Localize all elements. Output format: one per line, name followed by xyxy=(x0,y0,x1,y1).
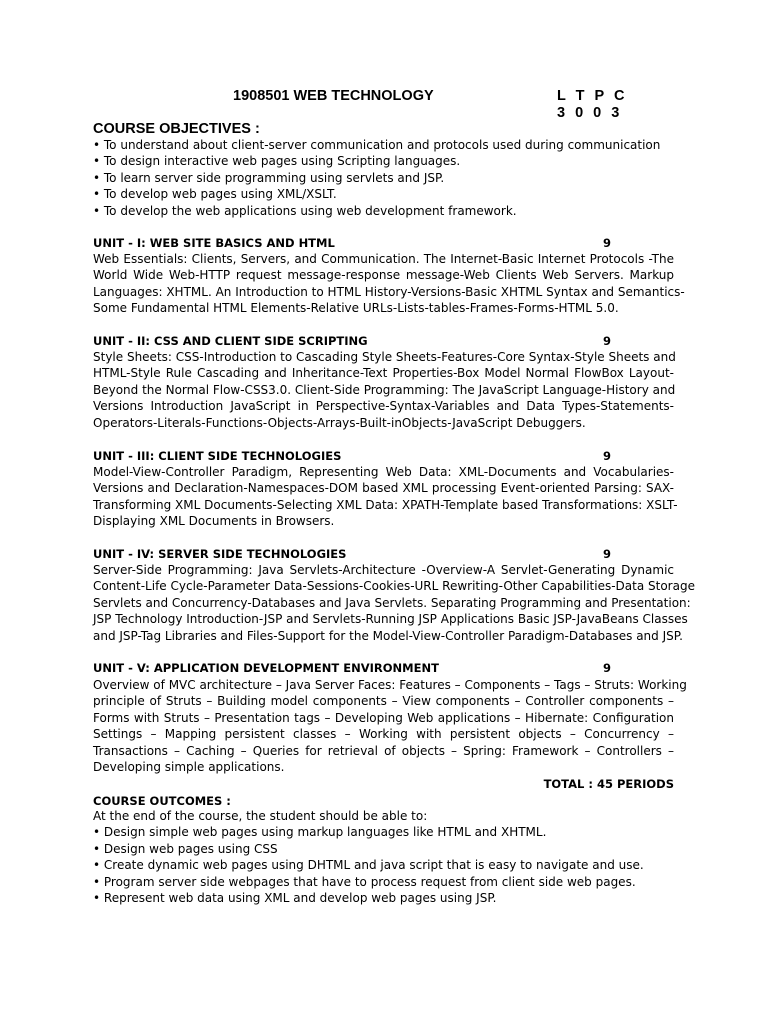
unit-2-content xyxy=(93,349,674,431)
unit-title: UNIT - I: WEB SITE BASICS AND HTML xyxy=(93,236,335,250)
outcome-item: • Design simple web pages using markup languages like HTML and XHTML. xyxy=(93,825,547,840)
unit-line: Developing simple applications. xyxy=(93,759,285,774)
outcome-item: • Design web pages using CSS xyxy=(93,841,278,856)
unit-4-heading xyxy=(93,547,613,563)
unit-line: Some Fundamental HTML Elements-Relative URLs-Lists-tables-Frames-Forms-HTML 5.0. xyxy=(93,301,619,316)
unit-line: Operators-Literals-Functions-Objects-Arrays-Built-inObjects-JavaScript Debuggers. xyxy=(93,415,586,430)
outcomes-intro: At the end of the course, the student should be able to: xyxy=(93,809,428,823)
unit-1-heading xyxy=(93,236,613,252)
objectives-list xyxy=(93,137,674,219)
unit-line: Displaying XML Documents in Browsers. xyxy=(93,514,335,529)
unit-line: and JSP-Tag Libraries and Files-Support for the Model-View-Controller Paradigm-Databases and JSP. xyxy=(93,628,683,643)
ltpc-labels: L T P C xyxy=(557,88,628,104)
ltpc-values: 3 0 0 3 xyxy=(557,105,623,121)
unit-line: Transactions – Caching – Queries for retrieval of objects – Spring: Framework – Controllers – xyxy=(93,743,674,758)
objective-item: • To develop web pages using XML/XSLT. xyxy=(93,187,337,202)
total-periods: TOTAL : 45 PERIODS xyxy=(543,777,674,791)
unit-line: Versions and Declaration-Namespaces-DOM based XML processing Event-oriented Parsing: SAX- xyxy=(93,481,674,496)
unit-title: UNIT - III: CLIENT SIDE TECHNOLOGIES xyxy=(93,449,342,463)
objectives-title: COURSE OBJECTIVES : xyxy=(93,121,260,137)
unit-line: Content-Life Cycle-Parameter Data-Sessions-Cookies-URL Rewriting-Other Capabilities-Data Storage xyxy=(93,579,695,594)
unit-2-heading xyxy=(93,334,613,350)
unit-line: Beyond the Normal Flow-CSS3.0. Client-Side Programming: The JavaScript Language-History and xyxy=(93,382,676,397)
unit-line: World Wide Web-HTTP request message-response message-Web Clients Web Servers. Markup xyxy=(93,268,674,283)
objective-item: • To learn server side programming using servlets and JSP. xyxy=(93,170,445,185)
outcome-item: • Program server side webpages that have to process request from client side web pages. xyxy=(93,874,636,889)
unit-title: UNIT - IV: SERVER SIDE TECHNOLOGIES xyxy=(93,547,347,561)
unit-line: HTML-Style Rule Cascading and Inheritance-Text Properties-Box Model Normal FlowBox Layout- xyxy=(93,366,674,381)
unit-line: Style Sheets: CSS-Introduction to Cascading Style Sheets-Features-Core Syntax-Style Sheets and xyxy=(93,350,676,364)
unit-3-content xyxy=(93,464,678,530)
unit-line: Web Essentials: Clients, Servers, and Communication. The Internet-Basic Internet Protocols -The xyxy=(93,252,674,266)
unit-line: principle of Struts – Building model components – View components – Controller components – xyxy=(93,694,674,709)
outcomes-list xyxy=(93,808,674,906)
unit-line: Transforming XML Documents-Selecting XML Data: XPATH-Template based Transformations: XSLT- xyxy=(93,497,678,512)
unit-title: UNIT - II: CSS AND CLIENT SIDE SCRIPTING xyxy=(93,334,368,348)
unit-line: Model-View-Controller Paradigm, Representing Web Data: XML-Documents and Vocabularies- xyxy=(93,465,674,479)
unit-line: Versions Introduction JavaScript in Perspective-Syntax-Variables and Data Types-Statements- xyxy=(93,399,674,414)
unit-hours: 9 xyxy=(603,334,612,348)
outcome-item: • Represent web data using XML and develop web pages using JSP. xyxy=(93,890,497,905)
unit-line: Overview of MVC architecture – Java Server Faces: Features – Components – Tags – Struts: Working xyxy=(93,678,687,692)
unit-5-content xyxy=(93,677,687,775)
unit-3-heading xyxy=(93,449,613,465)
unit-line: JSP Technology Introduction-JSP and Servlets-Running JSP Applications Basic JSP-JavaBeans Classes xyxy=(93,612,688,627)
unit-5-heading xyxy=(93,661,613,677)
objective-item: • To develop the web applications using web development framework. xyxy=(93,203,517,218)
unit-hours: 9 xyxy=(603,449,612,463)
unit-line: Servlets and Concurrency-Databases and Java Servlets. Separating Programming and Presentation: xyxy=(93,595,691,610)
course-code-title: 1908501 WEB TECHNOLOGY xyxy=(233,88,434,104)
outcome-item: • Create dynamic web pages using DHTML and java script that is easy to navigate and use. xyxy=(93,858,644,873)
unit-4-content xyxy=(93,562,695,644)
objective-item: • To design interactive web pages using Scripting languages. xyxy=(93,154,461,169)
unit-line: Languages: XHTML. An Introduction to HTML History-Versions-Basic XHTML Syntax and Semantics- xyxy=(93,284,685,299)
unit-1-content xyxy=(93,251,685,317)
objective-item: • To understand about client-server communication and protocols used during communication xyxy=(93,138,661,152)
unit-hours: 9 xyxy=(603,661,612,675)
unit-line: Server-Side Programming: Java Servlets-Architecture -Overview-A Servlet-Generating Dynamic xyxy=(93,563,674,577)
unit-title: UNIT - V: APPLICATION DEVELOPMENT ENVIRONMENT xyxy=(93,661,439,675)
unit-hours: 9 xyxy=(603,236,612,250)
unit-hours: 9 xyxy=(603,547,612,561)
outcomes-title: COURSE OUTCOMES : xyxy=(93,794,231,808)
unit-line: Settings – Mapping persistent classes – Working with persistent objects – Concurrency – xyxy=(93,727,674,742)
unit-line: Forms with Struts – Presentation tags – Developing Web applications – Hibernate: Configuration xyxy=(93,710,674,725)
